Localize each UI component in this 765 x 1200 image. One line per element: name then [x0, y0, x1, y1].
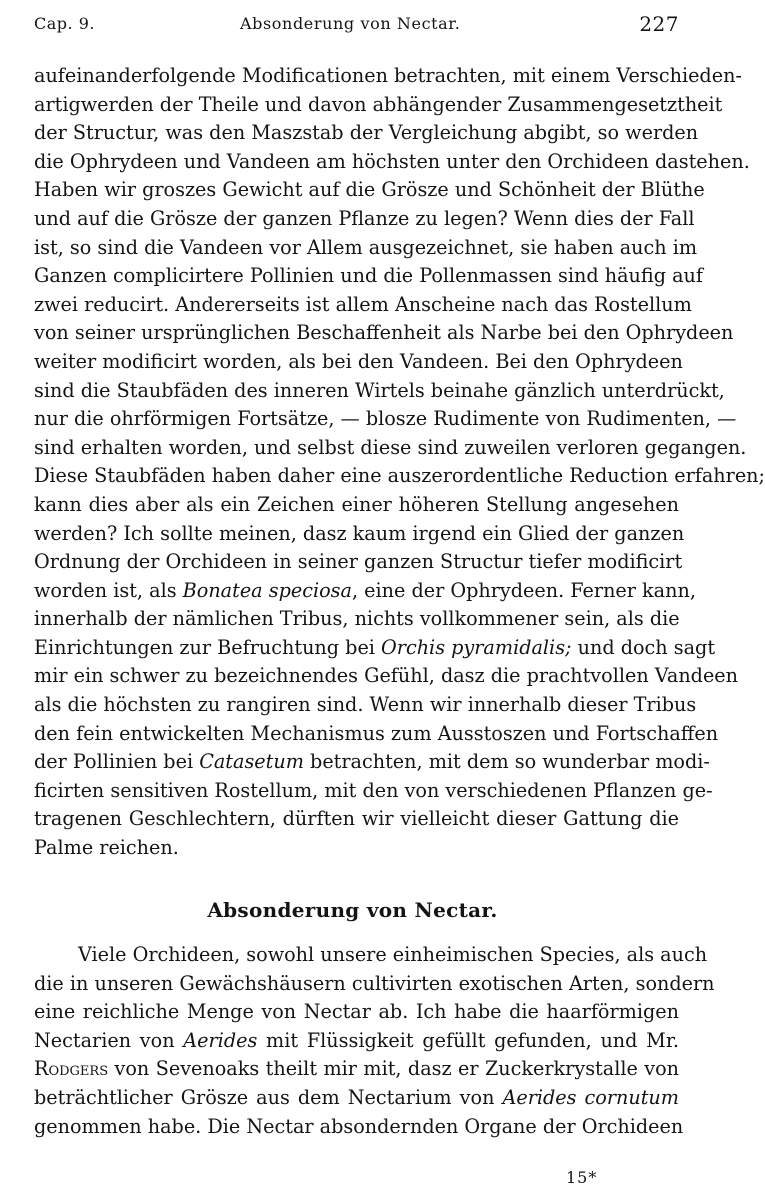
text-line: weiter modificirt worden, als bei den Vandeen. Bei den Ophrydeen [34, 349, 683, 373]
text-line: die in unseren Gewächshäusern cultivirten exotischen Arten, sondern [34, 971, 715, 995]
line-text: Nectarien von [34, 1028, 184, 1052]
text-line: mir ein schwer zu bezeichnendes Gefühl, dasz die prachtvollen Vandeen [34, 664, 739, 688]
line-text: mit Flüssigkeit gefüllt gefunden, und Mr. [257, 1028, 679, 1052]
text-line: genommen habe. Die Nectar absondernden Organe der Orchideen [34, 1114, 684, 1138]
text-line: sind die Staubfäden des inneren Wirtels beinahe gänzlich unterdrückt, [34, 378, 725, 402]
taxon-name: Orchis pyramidalis; [381, 635, 572, 659]
page-number: 227 [639, 12, 679, 36]
line-text: und doch sagt [571, 635, 716, 659]
text-line: Viele Orchideen, sowohl unsere einheimischen Species, als auch [78, 943, 708, 966]
line-text: betrachten, mit dem so wunderbar modi- [303, 750, 710, 774]
text-line: sind erhalten worden, und selbst diese sind zuweilen verloren gegangen. [34, 435, 747, 459]
text-line: Haben wir groszes Gewicht auf die Grösze und Schönheit der Blüthe [34, 178, 705, 202]
text-line: Palme reichen. [34, 836, 179, 860]
section-heading: Absonderung von Nectar. [207, 898, 498, 922]
text-line: der Structur, was den Maszstab der Vergleichung abgibt, so werden [34, 121, 699, 145]
text-line: ficirten sensitiven Rostellum, mit den von verschiedenen Pflanzen ge- [34, 778, 713, 802]
text-line-with-taxon [34, 634, 716, 663]
taxon-name: Catasetum [199, 750, 304, 774]
running-header [34, 12, 679, 40]
text-line: ist, so sind die Vandeen vor Allem ausgezeichnet, sie haben auch im [34, 235, 698, 259]
text-line: die Ophrydeen und Vandeen am höchsten unter den Orchideen dastehen. [34, 149, 750, 173]
text-line: werden? Ich sollte meinen, dasz kaum irgend ein Glied der ganzen [34, 521, 685, 545]
taxon-name: Aerides cornutum [502, 1085, 679, 1109]
paragraph-continuation [34, 62, 765, 863]
text-line: aufeinanderfolgende Modificationen betrachten, mit einem Verschieden- [34, 64, 742, 87]
text-line: den fein entwickelten Mechanismus zum Ausstoszen und Fortschaffen [34, 721, 719, 745]
text-line: nur die ohrförmigen Fortsätze, — blosze Rudimente von Rudimenten, — [34, 407, 737, 431]
text-line: von seiner ursprünglichen Beschaffenheit als Narbe bei den Ophrydeen [34, 321, 734, 345]
paragraph-nectar [34, 941, 715, 1141]
text-line: und auf die Grösze der ganzen Pflanze zu legen? Wenn dies der Fall [34, 206, 695, 230]
chapter-label: Cap. 9. [34, 14, 95, 33]
signature-mark: 15* [566, 1168, 598, 1187]
line-text: beträchtlicher Grösze aus dem Nectarium von [34, 1085, 503, 1109]
line-text: Einrichtungen zur Befruchtung bei [34, 635, 382, 659]
taxon-name: Aerides [183, 1028, 258, 1052]
running-title: Absonderung von Nectar. [240, 14, 461, 33]
text-line: kann dies aber als ein Zeichen einer höheren Stellung angesehen [34, 492, 679, 516]
text-line-with-taxon [34, 748, 710, 777]
person-name: Rodgers [34, 1057, 109, 1081]
line-text: der Pollinien bei [34, 750, 200, 774]
text-line-with-taxon [34, 577, 696, 606]
text-line-with-taxon [34, 1027, 679, 1056]
text-line: Ordnung der Orchideen in seiner ganzen Structur tiefer modificirt [34, 550, 683, 574]
text-line-with-taxon [34, 1084, 679, 1113]
line-text: worden ist, als [34, 578, 183, 602]
line-text: , eine der Ophrydeen. Ferner kann, [351, 578, 696, 602]
text-line: als die höchsten zu rangiren sind. Wenn wir innerhalb dieser Tribus [34, 693, 697, 717]
text-line-with-name [34, 1055, 679, 1084]
text-line: innerhalb der nämlichen Tribus, nichts vollkommener sein, als die [34, 607, 680, 631]
text-line: Ganzen complicirtere Pollinien und die Pollenmassen sind häufig auf [34, 264, 703, 288]
taxon-name: Bonatea speciosa [182, 578, 352, 602]
line-text: von Sevenoaks theilt mir mit, dasz er Zuckerkrystalle von [108, 1057, 679, 1081]
text-line: artigwerden der Theile und davon abhängender Zusammengesetztheit [34, 92, 723, 116]
text-line: zwei reducirt. Andererseits ist allem Anscheine nach das Rostellum [34, 292, 692, 316]
text-line: Diese Staubfäden haben daher eine auszerordentliche Reduction erfahren; [34, 464, 765, 488]
text-line: eine reichliche Menge von Nectar ab. Ich habe die haarförmigen [34, 1000, 679, 1024]
text-line: tragenen Geschlechtern, dürften wir vielleicht dieser Gattung die [34, 807, 679, 831]
